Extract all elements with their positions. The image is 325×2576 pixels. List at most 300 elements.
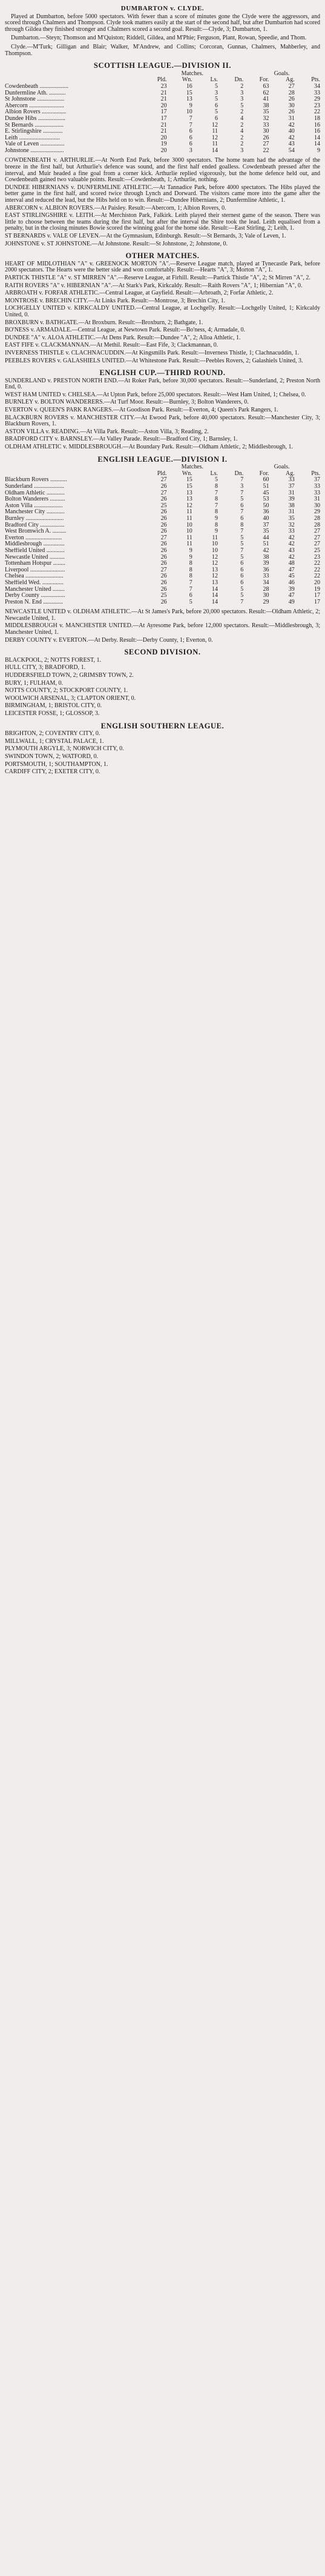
table-cell: 33 — [314, 89, 320, 96]
table-cell: 23 — [314, 102, 320, 109]
table-cell: 30 — [263, 592, 269, 599]
column-header: Ag. — [286, 76, 295, 84]
table-cell: 33 — [263, 573, 269, 580]
table-cell: 39 — [263, 560, 269, 567]
table-cell: 13 — [186, 489, 192, 496]
table-cell: 23 — [314, 553, 320, 561]
table-cell: 14 — [314, 134, 320, 141]
column-header: Ag. — [286, 470, 295, 477]
table-cell: 26 — [288, 108, 295, 116]
matches-group-label: Matches. — [181, 70, 203, 77]
table-cell: 26 — [288, 96, 295, 103]
team-name: Manchester City ............ — [5, 509, 65, 516]
table-row — [5, 548, 320, 554]
table-cell: 15 — [186, 483, 192, 490]
table-cell: 26 — [160, 560, 167, 567]
table-cell: 33 — [288, 476, 295, 484]
table-cell: 11 — [212, 128, 218, 135]
table-cell: 26 — [160, 585, 167, 593]
table-cell: 11 — [186, 508, 192, 516]
table-cell: 28 — [288, 89, 295, 96]
column-header: For. — [259, 470, 269, 477]
match-reports — [5, 158, 320, 247]
table-cell: 27 — [160, 566, 167, 573]
list-item: CARDIFF CITY, 2; EXETER CITY, 0. — [5, 768, 100, 776]
newspaper-page — [5, 0, 320, 2569]
table-cell: 43 — [288, 141, 295, 148]
table-cell: 3 — [240, 147, 244, 154]
team-name: Derby County ................ — [5, 593, 65, 599]
table-cell: 38 — [263, 102, 269, 109]
table-cell: 27 — [288, 82, 295, 90]
table-cell: 17 — [314, 592, 320, 599]
table-cell: 51 — [263, 541, 269, 548]
table-cell: 45 — [263, 489, 269, 496]
list-item: PLYMOUTH ARGYLE, 3; NORWICH CITY, 0. — [5, 745, 124, 753]
list-item: PEEBLES ROVERS v. GALASHIELS UNITED.—At Whitestone Park. Result:—Peebles Rovers, 2; Galashiels United, 3. — [5, 357, 303, 364]
team-name: Tottenham Hotspur ........ — [5, 561, 65, 567]
list-item: HUDDERSFIELD TOWN, 2; GRIMSBY TOWN, 2. — [5, 672, 134, 679]
table-cell: 6 — [189, 134, 192, 141]
team-name: Bradford City ................ — [5, 522, 65, 528]
team-name: E. Stirlingshire ............. — [5, 128, 63, 135]
table-cell: 2 — [240, 108, 244, 116]
list-item: DUNDEE "A" v. ALOA ATHLETIC.—At Dens Park. Result:—Dundee "A", 2; Alloa Athletic, 1. — [5, 334, 241, 341]
table-cell: 6 — [189, 141, 192, 148]
table-cell: 42 — [288, 534, 295, 541]
table-cell: 26 — [263, 134, 269, 141]
table-cell: 8 — [189, 560, 192, 567]
table-cell: 3 — [240, 89, 244, 96]
table-cell: 7 — [240, 547, 244, 554]
table-cell: 36 — [263, 566, 269, 573]
table-cell: 19 — [314, 585, 320, 593]
table-cell: 5 — [240, 534, 244, 541]
table-cell: 32 — [263, 115, 269, 122]
table-cell: 7 — [240, 528, 244, 535]
table-cell: 11 — [186, 514, 192, 522]
english-cup-list — [5, 378, 320, 451]
team-name: Manchester United ........ — [5, 586, 65, 593]
section-title: ENGLISH SOUTHERN LEAGUE. — [100, 721, 225, 730]
list-item: JOHNSTONE v. ST JOHNSTONE.—At Johnstone. Result:—St Johnstone, 2; Johnstone, 0. — [5, 240, 228, 247]
table-cell: 5 — [189, 598, 192, 605]
table-cell: 6 — [189, 592, 192, 599]
table-cell: 14 — [314, 141, 320, 148]
team-lineup: Clyde.—M'Turk; Gilligan and Blair; Walker, M'Andrew, and Collins; Corcoran, Gunnas, Chalmers, Mahberley, and Thompson. — [5, 43, 320, 57]
list-item: LOCHGELLY UNITED v. KIRKCALDY UNITED.—Central League, at Lochgelly. Result:—Lochgelly United, 1; Kirkcaldy United, 0. — [5, 305, 320, 318]
table-cell: 7 — [215, 489, 218, 496]
table-cell: 33 — [263, 121, 269, 128]
list-item: BLACKPOOL, 2; NOTTS FOREST, 1. — [5, 656, 101, 664]
table-cell: 21 — [160, 128, 167, 135]
table-cell: 43 — [288, 547, 295, 554]
table-cell: 12 — [212, 573, 218, 580]
table-cell: 14 — [212, 592, 218, 599]
team-name: Everton ........................ — [5, 534, 62, 541]
table-cell: 27 — [160, 476, 167, 484]
team-name: Vale of Leven ................ — [5, 141, 65, 148]
table-cell: 13 — [186, 96, 192, 103]
table-cell: 9 — [317, 147, 320, 154]
table-cell: 49 — [288, 598, 295, 605]
list-item: BLACKBURN ROVERS v. MANCHESTER CITY.—At Ewood Park, before 40,000 spectators. Result:—Manchester City, 3; Blackburn Rovers, 1. — [5, 414, 320, 428]
section-title: ENGLISH CUP.—THIRD ROUND. — [99, 368, 226, 378]
team-name: Blackburn Rovers ........... — [5, 477, 67, 484]
southern-league-results — [5, 731, 320, 776]
table-cell: 6 — [240, 514, 244, 522]
list-item: ST BERNARDS v. VALE OF LEVEN.—At the Gymnasium, Edinburgh. Result:—St Bernards, 3; Vale of Leven, 1. — [5, 233, 286, 239]
table-cell: 7 — [189, 121, 192, 128]
list-item: WOOLWICH ARSENAL, 3; CLAPTON ORIENT, 0. — [5, 694, 136, 702]
table-cell: 39 — [288, 585, 295, 593]
table-cell: 50 — [263, 502, 269, 509]
table-cell: 40 — [288, 128, 295, 135]
section-title: DUMBARTON v. CLYDE. — [120, 5, 205, 12]
table-cell: 22 — [314, 566, 320, 573]
team-name: Middlesbrough .............. — [5, 541, 65, 548]
table-cell: 17 — [160, 115, 167, 122]
team-name: St Bernards ................... — [5, 122, 64, 128]
table-cell: 21 — [160, 96, 167, 103]
table-cell: 27 — [314, 534, 320, 541]
table-cell: 42 — [288, 553, 295, 561]
list-item: RAITH ROVERS "A" v. HIBERNIAN "A".—At Stark's Park, Kirkcaldy. Result:—Raith Rovers "A", 1; Hibernian "A", 0. — [5, 282, 303, 289]
column-header: Pts. — [311, 76, 320, 84]
table-cell: 2 — [240, 141, 244, 148]
list-item: WEST HAM UNITED v. CHELSEA.—At Upton Park, before 25,000 spectators. Result:—West Ham United, 1; Chelsea, 0. — [5, 391, 306, 398]
team-name: Johnstone ...................... — [5, 147, 64, 154]
table-cell: 15 — [186, 89, 192, 96]
table-cell: 6 — [240, 566, 244, 573]
team-name: Sheffield Wed. .............. — [5, 579, 64, 586]
table-cell: 11 — [186, 541, 192, 548]
table-cell: 21 — [160, 89, 167, 96]
report-paragraph: Played at Dumbarton, before 5000 spectators. With fewer than a score of minutes gone the Clyde were the aggressors, and scored through Chalmers and Thompson. Clyde took matters easily at the start of the second half, but after Dumbarton had scored through Gildea they finished stronger and Chalmers scored a second goal. Result:—Clyde, 3; Dumbarton, 1. — [5, 13, 320, 33]
column-header: Ls. — [210, 76, 218, 84]
table-cell: 17 — [314, 598, 320, 605]
table-row — [5, 599, 320, 606]
table-cell: 23 — [160, 82, 167, 90]
column-header: Dn. — [234, 470, 244, 477]
table-cell: 31 — [288, 508, 295, 516]
section-title: OTHER MATCHES. — [125, 251, 200, 261]
table-cell: 27 — [160, 534, 167, 541]
team-name: Liverpool ....................... — [5, 567, 65, 573]
table-cell: 19 — [160, 141, 167, 148]
table-cell: 6 — [240, 560, 244, 567]
list-item: MILLWALL, 1; CRYSTAL PALACE, 1. — [5, 737, 104, 745]
team-name: Chelsea ......................... — [5, 573, 64, 580]
table-cell: 5 — [215, 108, 218, 116]
table-cell: 41 — [263, 96, 269, 103]
team-name: St Johnstone .................. — [5, 96, 65, 103]
table-row — [5, 148, 320, 155]
table-cell: 7 — [240, 489, 244, 496]
list-item: OLDHAM ATHLETIC v. MIDDLESBROUGH.—At Boundary Park. Result:—Oldham Athletic, 2; Middlesbrough, 1. — [5, 444, 293, 451]
table-cell: 3 — [240, 96, 244, 103]
table-cell: 7 — [215, 502, 218, 509]
team-name: Cowdenbeath ................... — [5, 83, 68, 90]
table-cell: 14 — [212, 585, 218, 593]
table-cell: 38 — [263, 553, 269, 561]
list-item: HULL CITY, 3; BRADFORD, 1. — [5, 664, 86, 671]
table-cell: 12 — [212, 121, 218, 128]
table-cell: 5 — [240, 496, 244, 503]
list-item: HEART OF MIDLOTHIAN "A" v. GREENOCK MORTON "A".—Reserve League match, played at Tynecastle Park, before 2000 spectators. The Hearts were the better side and won comfortably. Result:—Hearts "A", 3; Morton "A", 1. — [5, 260, 320, 274]
table-cell: 31 — [288, 115, 295, 122]
matches-group-label: Matches. — [181, 464, 203, 471]
list-item: EAST STIRLINGSHIRE v. LEITH.—At Merchiston Park, Falkirk. Leith played their sternest game of the season. There was little to choose between the teams during the first half, but after the interval the Shire took the lead. Leith equalised from a penalty, but in the closing minutes Bowie scored the winning goal for the home side. Result:—East Stirling, 2; Leith, 1. — [5, 212, 320, 232]
second-division-results — [5, 657, 320, 717]
team-name: Leith ........................... — [5, 135, 61, 141]
table-cell: 33 — [314, 483, 320, 490]
column-header: Wn. — [182, 76, 192, 84]
table-cell: 5 — [240, 585, 244, 593]
table-cell: 16 — [314, 128, 320, 135]
league-table-div1 — [5, 464, 320, 605]
team-name: Newcastle United .......... — [5, 554, 65, 561]
list-item: LEICESTER FOSSE, 1; GLOSSOP, 3. — [5, 710, 100, 717]
table-cell: 31 — [288, 489, 295, 496]
table-cell: 8 — [189, 573, 192, 580]
column-header: Pts. — [311, 470, 320, 477]
team-name: Bolton Wanderers .......... — [5, 496, 65, 503]
table-cell: 34 — [263, 579, 269, 586]
column-header: Dn. — [234, 76, 244, 84]
team-lineup: Dumbarton.—Steyn; Thomson and M'Quiston; Riddell, Gildea, and M'Phie; Ferguson, Plant, Rowan, Speedie, and Thom. — [11, 35, 307, 42]
table-cell: 5 — [240, 553, 244, 561]
table-cell: 5 — [215, 476, 218, 484]
table-cell: 37 — [314, 476, 320, 484]
table-cell: 9 — [189, 553, 192, 561]
table-cell: 20 — [160, 147, 167, 154]
list-item: ABERCORN v. ALBION ROVERS.—At Paisley. Result:—Abercorn, 1; Albion Rovers, 0. — [5, 204, 226, 211]
table-cell: 25 — [314, 547, 320, 554]
list-item: PARTICK THISTLE "A" v. ST MIRREN "A".—Reserve League, at Firhill. Result:—Partick Thistle "A", 2; St Mirren "A", 2. — [5, 274, 310, 281]
table-cell: 35 — [263, 528, 269, 535]
table-cell: 46 — [288, 579, 295, 586]
table-cell: 3 — [240, 483, 244, 490]
table-cell: 6 — [215, 102, 218, 109]
table-cell: 42 — [288, 541, 295, 548]
table-cell: 17 — [160, 108, 167, 116]
table-cell: 15 — [186, 476, 192, 484]
table-cell: 29 — [314, 96, 320, 103]
column-header: Wn. — [182, 470, 192, 477]
table-cell: 12 — [212, 560, 218, 567]
table-cell: 26 — [160, 541, 167, 548]
table-cell: 30 — [263, 128, 269, 135]
list-item: BO'NESS v. ARMADALE.—Central League, at Newtown Park. Result:—Bo'ness, 4; Armadale, 0. — [5, 327, 246, 334]
table-cell: 7 — [189, 579, 192, 586]
table-cell: 21 — [160, 121, 167, 128]
list-item: MONTROSE v. BRECHIN CITY.—At Links Park. Result:—Montrose, 3; Brechin City, 1. — [5, 297, 226, 304]
list-item: NOTTS COUNTY, 2; STOCKPORT COUNTY, 1. — [5, 687, 128, 694]
table-cell: 20 — [314, 579, 320, 586]
table-cell: 26 — [160, 547, 167, 554]
table-cell: 14 — [212, 147, 218, 154]
table-cell: 53 — [263, 496, 269, 503]
table-cell: 7 — [189, 585, 192, 593]
table-cell: 10 — [186, 528, 192, 535]
table-cell: 5 — [215, 96, 218, 103]
table-cell: 8 — [215, 483, 218, 490]
table-cell: 35 — [263, 108, 269, 116]
table-cell: 35 — [288, 514, 295, 522]
team-name: West Bromwich A. ......... — [5, 528, 67, 535]
table-cell: 27 — [263, 141, 269, 148]
table-cell: 33 — [288, 528, 295, 535]
table-cell: 22 — [314, 560, 320, 567]
table-cell: 12 — [186, 502, 192, 509]
table-cell: 14 — [212, 598, 218, 605]
table-cell: 42 — [288, 121, 295, 128]
column-header: Pld. — [157, 470, 167, 477]
table-cell: 63 — [263, 82, 269, 90]
team-name: Sunderland .................... — [5, 484, 65, 490]
table-cell: 4 — [240, 128, 244, 135]
table-cell: 18 — [314, 115, 320, 122]
team-name: Dundee Hibs .................. — [5, 115, 65, 122]
column-header: Ls. — [210, 470, 218, 477]
table-cell: 20 — [160, 102, 167, 109]
list-item: INVERNESS THISTLE v. CLACHNACUDDIN.—At Kingsmills Park. Result:—Inverness Thistle, 1; Clachnacuddin, 1. — [5, 349, 300, 356]
table-cell: 20 — [160, 134, 167, 141]
table-cell: 28 — [314, 514, 320, 522]
table-cell: 10 — [186, 108, 192, 116]
table-cell: 10 — [186, 521, 192, 528]
list-item: NEWCASTLE UNITED v. OLDHAM ATHLETIC.—At St James's Park, before 20,000 spectators. Result:—Oldham Athletic, 2; Newcastle United, 1. — [5, 608, 320, 622]
table-cell: 26 — [160, 496, 167, 503]
table-cell: 7 — [189, 115, 192, 122]
team-name: Abercorn ....................... — [5, 102, 64, 109]
league-table-title: ENGLISH LEAGUE.—DIVISION I. — [97, 454, 228, 464]
list-item: BRIGHTON, 2; COVENTRY CITY, 0. — [5, 730, 100, 737]
table-cell: 48 — [288, 560, 295, 567]
table-cell: 22 — [314, 573, 320, 580]
table-cell: 29 — [314, 508, 320, 516]
table-cell: 27 — [160, 489, 167, 496]
list-item: BURNLEY v. BOLTON WANDERERS.—At Turf Moor. Result:—Burnley, 3; Bolton Wanderers, 0. — [5, 399, 249, 406]
table-row — [5, 116, 320, 122]
table-cell: 9 — [189, 102, 192, 109]
table-cell: 26 — [160, 579, 167, 586]
table-cell: 38 — [288, 502, 295, 509]
table-cell: 29 — [263, 598, 269, 605]
table-cell: 2 — [240, 82, 244, 90]
team-name: Preston N. End ............. — [5, 599, 63, 605]
table-cell: 5 — [215, 82, 218, 90]
list-item: BURY, 1; FULHAM, 0. — [5, 679, 63, 687]
table-cell: 8 — [215, 521, 218, 528]
list-item: BROXBURN v. BATHGATE.—At Broxburn. Result:—Broxburn, 2; Bathgate, 1. — [5, 319, 203, 326]
table-cell: 26 — [160, 573, 167, 580]
table-row — [5, 516, 320, 522]
table-cell: 40 — [263, 514, 269, 522]
table-cell: 51 — [263, 483, 269, 490]
table-cell: 6 — [240, 579, 244, 586]
table-cell: 10 — [212, 547, 218, 554]
table-cell: 32 — [288, 521, 295, 528]
list-item: DUNDEE HIBERNIANS v. DUNFERMLINE ATHLETIC.—At Tannadice Park, before 4000 spectators. The Hibs played the better game in the first half, and scored twice through Lynch and Dorward. The visitors came more into the game after the interval and reduced the lead, but the Hibs held on to win. Result:—Dundee Hibernians, 2; Dunfermline Athletic, 1. — [5, 184, 320, 204]
table-cell: 37 — [263, 521, 269, 528]
list-item: MIDDLESBROUGH v. MANCHESTER UNITED.—At Ayresome Park, before 12,000 spectators. Result:—Middlesbrough, 3; Manchester United, 1. — [5, 622, 320, 636]
table-cell: 22 — [314, 108, 320, 116]
table-cell: 26 — [160, 514, 167, 522]
table-cell: 9 — [215, 528, 218, 535]
league-table-div2 — [5, 71, 320, 155]
table-cell: 45 — [288, 573, 295, 580]
table-cell: 42 — [288, 134, 295, 141]
table-cell: 6 — [240, 573, 244, 580]
table-cell: 36 — [263, 508, 269, 516]
table-cell: 26 — [160, 598, 167, 605]
table-cell: 27 — [314, 528, 320, 535]
table-cell: 28 — [263, 585, 269, 593]
table-cell: 8 — [189, 566, 192, 573]
table-cell: 12 — [212, 553, 218, 561]
list-item: SUNDERLAND v. PRESTON NORTH END.—At Roker Park, before 30,000 spectators. Result:—Sunderland, 2; Preston North End, 0. — [5, 377, 320, 391]
list-item: ARBROATH v. FORFAR ATHLETIC.—Central League, at Gayfield. Result:—Arbroath, 2; Forfar Athletic, 2. — [5, 290, 274, 297]
section-title: SECOND DIVISION. — [124, 648, 201, 657]
table-cell: 5 — [240, 102, 244, 109]
table-cell: 47 — [288, 592, 295, 599]
table-cell: 7 — [240, 598, 244, 605]
table-cell: 25 — [160, 592, 167, 599]
list-item: SWINDON TOWN, 2; WATFORD, 0. — [5, 753, 99, 760]
league-table-title: SCOTTISH LEAGUE.—DIVISION II. — [93, 61, 232, 70]
list-item: BIRMINGHAM, 1; BRISTOL CITY, 0. — [5, 702, 102, 710]
table-cell: 9 — [189, 547, 192, 554]
table-cell: 3 — [189, 147, 192, 154]
table-cell: 9 — [215, 514, 218, 522]
table-cell: 4 — [240, 115, 244, 122]
table-cell: 33 — [314, 489, 320, 496]
report-dumbarton-clyde — [5, 5, 320, 57]
table-cell: 31 — [314, 496, 320, 503]
table-cell: 16 — [186, 82, 192, 90]
table-cell: 26 — [160, 483, 167, 490]
team-name: Oldham Athletic ............ — [5, 490, 65, 496]
team-name: Albion Rovers ................ — [5, 109, 67, 116]
table-cell: 47 — [288, 566, 295, 573]
table-cell: 28 — [314, 521, 320, 528]
list-item: DERBY COUNTY v. EVERTON.—At Derby. Result:—Derby County, 1; Everton, 0. — [5, 636, 213, 644]
team-name: Dunfermline Ath. ........... — [5, 90, 66, 96]
team-name: Sheffield United ............ — [5, 547, 65, 554]
table-cell: 16 — [314, 121, 320, 128]
team-name: Burnley ......................... — [5, 515, 64, 522]
table-cell: 25 — [160, 502, 167, 509]
table-cell: 30 — [288, 102, 295, 109]
table-cell: 13 — [186, 496, 192, 503]
table-cell: 5 — [240, 541, 244, 548]
list-item: EAST FIFE v. CLACKMANNAN.—At Methil. Result:—East Fife, 3; Clackmannan, 0. — [5, 342, 218, 349]
table-cell: 3 — [215, 89, 218, 96]
table-cell: 7 — [240, 508, 244, 516]
table-cell: 2 — [240, 121, 244, 128]
table-cell: 8 — [240, 521, 244, 528]
goals-group-label: Goals. — [274, 70, 290, 77]
table-cell: 42 — [263, 547, 269, 554]
table-cell: 10 — [212, 541, 218, 548]
list-item: EVERTON v. QUEEN'S PARK RANGERS.—At Goodison Park. Result:—Everton, 4; Queen's Park Rangers, 1. — [5, 407, 278, 414]
table-cell: 54 — [288, 147, 295, 154]
list-item: BRADFORD CITY v. BARNSLEY.—At Valley Parade. Result:—Bradford City, 1; Barnsley, 1. — [5, 436, 238, 443]
table-row — [5, 84, 320, 90]
table-cell: 39 — [288, 496, 295, 503]
